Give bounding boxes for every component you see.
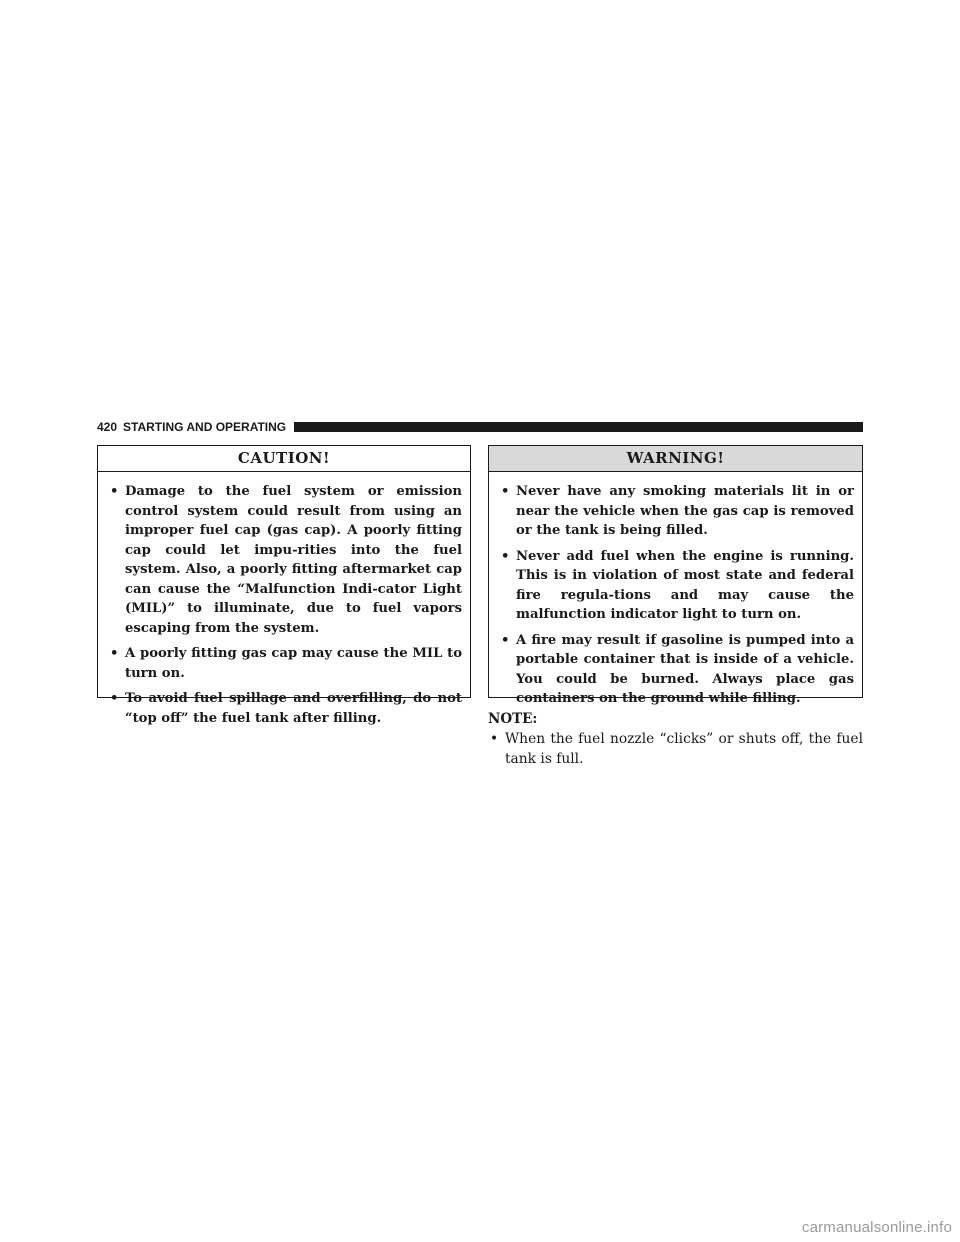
bullet-icon: • [110, 691, 119, 706]
warning-item [499, 482, 854, 541]
warning-item-text: Never have any smoking materials lit in or near the vehicle when the gas cap is removed or the tank is being filled. [516, 484, 854, 538]
bullet-icon: • [501, 484, 510, 499]
watermark-text: carmanualsonline.info [801, 1219, 952, 1236]
warning-item [499, 631, 854, 709]
bullet-icon: • [110, 646, 119, 661]
page-number: 420 [97, 420, 118, 434]
caution-list [98, 472, 470, 728]
caution-box [97, 445, 471, 726]
note-block [488, 709, 863, 769]
warning-title: WARNING! [489, 446, 862, 472]
caution-item [108, 644, 462, 683]
header-rule [294, 422, 863, 432]
caution-item [108, 689, 462, 728]
caution-title: CAUTION! [98, 446, 470, 472]
caution-item-text: To avoid fuel spillage and overfilling, do not “top off” the fuel tank after filling. [125, 691, 462, 726]
note-item [488, 729, 863, 769]
page-header [97, 419, 863, 435]
note-item-text: When the fuel nozzle “clicks” or shuts off, the fuel tank is full. [505, 731, 863, 767]
warning-list [489, 472, 862, 709]
caution-item-text: Damage to the fuel system or emission control system could result from using an improper fuel cap (gas cap). A poorly fitting cap could let impu-rities into the fuel system. Also, a poorly fitting aftermarket cap can cause the “Malfunction Indi-cator Light (MIL)” to illuminate, due to fuel vapors escaping from the system. [125, 484, 462, 636]
caution-item-text: A poorly fitting gas cap may cause the MIL to turn on. [125, 646, 462, 681]
warning-box [488, 445, 863, 706]
section-title: STARTING AND OPERATING [123, 420, 287, 434]
bullet-icon: • [490, 731, 499, 747]
note-label: NOTE: [488, 711, 538, 727]
warning-item [499, 547, 854, 625]
note-list [488, 729, 863, 769]
bullet-icon: • [501, 548, 510, 564]
bullet-icon: • [110, 484, 119, 499]
bullet-icon: • [501, 632, 510, 648]
warning-item-text: Never add fuel when the engine is running. This is in violation of most state and federal fire regula-tions and may cause the malfunction indicator light to turn on. [516, 548, 854, 622]
warning-item-text: A fire may result if gasoline is pumped into a portable container that is inside of a vehicle. You could be burned. Always place gas containers on the ground while filling. [516, 632, 854, 706]
caution-item [108, 482, 462, 638]
